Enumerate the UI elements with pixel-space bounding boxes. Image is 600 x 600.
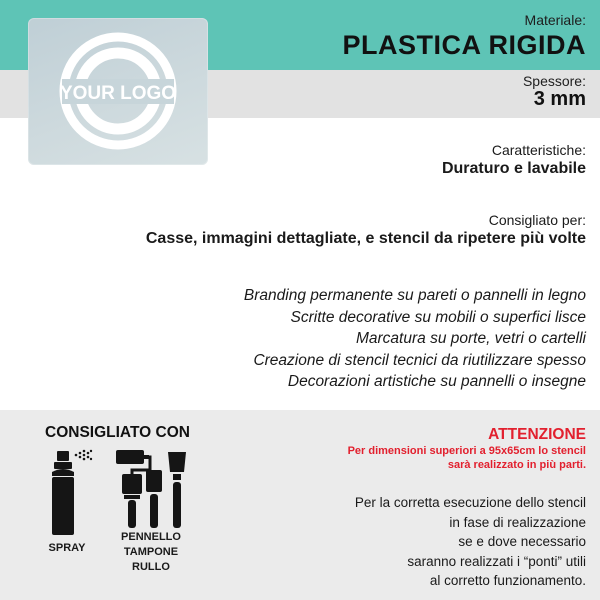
note-list bbox=[355, 493, 586, 591]
note-line: al corretto funzionamento. bbox=[429, 573, 586, 588]
warning-line: sarà realizzato in più parti. bbox=[447, 459, 586, 471]
material-label: Materiale: bbox=[524, 12, 586, 28]
note-line: saranno realizzati i “ponti” utili bbox=[407, 553, 586, 569]
warning-text bbox=[276, 444, 586, 472]
note-line: se e dove necessario bbox=[458, 534, 586, 549]
recommended-value: Casse, immagini dettagliate, e stencil da ripetere più volte bbox=[145, 230, 586, 247]
warning-title: ATTENZIONE bbox=[488, 426, 586, 443]
use-item: Creazione di stencil tecnici da riutilizzare spesso bbox=[253, 351, 586, 369]
note-line: in fase di realizzazione bbox=[449, 514, 586, 530]
thickness-label: Spessore: bbox=[522, 73, 586, 89]
pad-label: TAMPONE bbox=[123, 546, 179, 558]
note-line: Per la corretta esecuzione dello stencil bbox=[354, 495, 586, 510]
features-label: Caratteristiche: bbox=[491, 142, 586, 158]
warning-line: Per dimensioni superiori a 95x65cm lo stencil bbox=[347, 445, 586, 457]
features-value: Duraturo e lavabile bbox=[441, 160, 586, 177]
uses-list bbox=[244, 285, 586, 393]
use-item: Branding permanente su pareti o pannelli in legno bbox=[243, 287, 586, 304]
use-item: Marcatura su porte, vetri o cartelli bbox=[355, 330, 586, 347]
tools-label bbox=[108, 530, 194, 575]
logo-placeholder bbox=[28, 18, 208, 165]
logo-text: YOUR LOGO bbox=[59, 83, 177, 104]
recommended-with-title: CONSIGLIATO CON bbox=[45, 424, 190, 441]
spray-can-icon bbox=[44, 448, 94, 538]
logo-ring-icon bbox=[28, 18, 208, 165]
spray-label: SPRAY bbox=[48, 542, 86, 554]
brush-label: PENNELLO bbox=[121, 531, 181, 543]
use-item: Decorazioni artistiche su pannelli o insegne bbox=[287, 373, 586, 390]
thickness-value: 3 mm bbox=[533, 88, 586, 110]
use-item: Scritte decorative su mobili o superfici lisce bbox=[290, 308, 586, 326]
brush-roller-icon bbox=[112, 448, 194, 532]
material-value: PLASTICA RIGIDA bbox=[342, 30, 586, 60]
recommended-label: Consigliato per: bbox=[488, 212, 586, 228]
roller-label: RULLO bbox=[132, 561, 170, 573]
